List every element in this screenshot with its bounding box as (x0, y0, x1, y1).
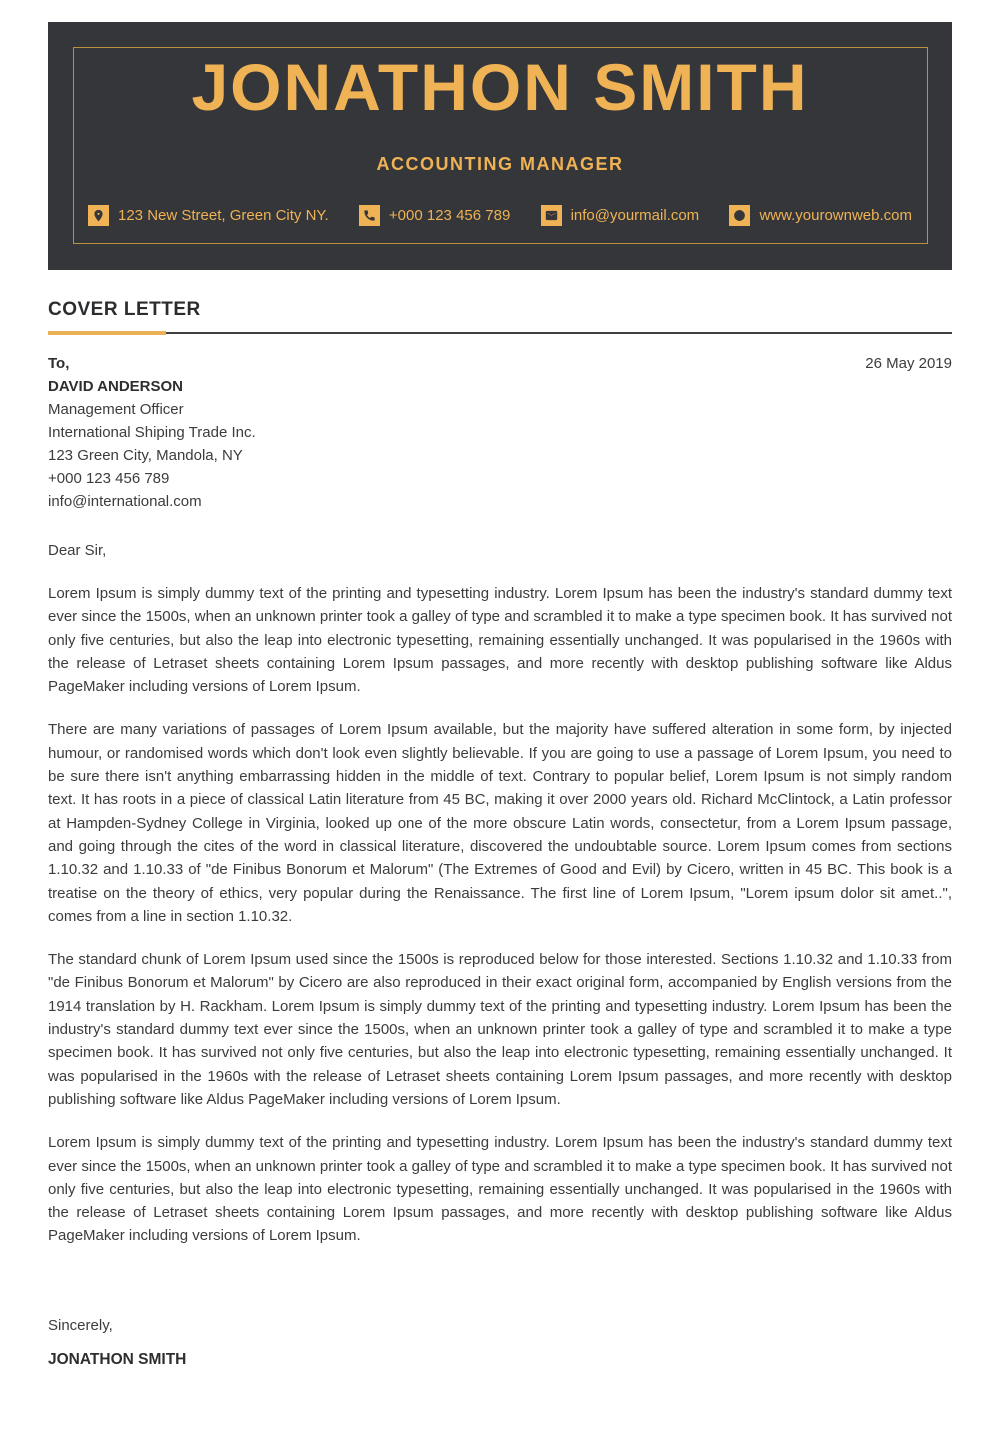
contact-address (88, 205, 329, 226)
contact-phone (359, 205, 510, 226)
letter-head (48, 352, 952, 513)
letter-paragraph: Lorem Ipsum is simply dummy text of the printing and typesetting industry. Lorem Ipsum has been the industry's standard dummy text ever since the 1500s, when an unknown printer took a galley of type and scrambled it to make a type specimen book. It has survived not only five centuries, but also the leap into electronic typesetting, remaining essentially unchanged. It was popularised in the 1960s with the release of Letraset sheets containing Lorem Ipsum passages, and more recently with desktop publishing software like Aldus PageMaker including versions of Lorem Ipsum. (48, 1134, 952, 1245)
recipient-role: Management Officer (48, 401, 184, 418)
contact-email-text: info@yourmail.com (570, 207, 700, 224)
contact-email (541, 205, 700, 226)
header-banner (48, 22, 952, 270)
letter-body (48, 299, 952, 1371)
contact-row (88, 205, 912, 226)
section-title: COVER LETTER (48, 299, 201, 320)
recipient-company: International Shiping Trade Inc. (48, 424, 256, 441)
recipient-phone: +000 123 456 789 (48, 470, 170, 487)
rule-gold-segment (48, 331, 166, 335)
phone-icon (359, 205, 380, 226)
rule-dark-segment (48, 332, 952, 334)
letter-date: 26 May 2019 (865, 355, 952, 372)
contact-website-text: www.yourownweb.com (759, 207, 912, 224)
contact-website (729, 205, 912, 226)
letter-paragraph: The standard chunk of Lorem Ipsum used since the 1500s is reproduced below for those interested. Sections 1.10.32 and 1.10.33 from "de Finibus Bonorum et Malorum" by Cicero are also reproduced in their exact original form, accompanied by English versions from the 1914 translation by H. Rackham. Lorem Ipsum is simply dummy text of the printing and typesetting industry. Lorem Ipsum has been the industry's standard dummy text ever since the 1500s, when an unknown printer took a galley of type and scrambled it to make a type specimen book. It has survived not only five centuries, but also the leap into electronic typesetting, remaining essentially unchanged. It was popularised in the 1960s with the release of Letraset sheets containing Lorem Ipsum passages, and more recently with desktop publishing software like Aldus PageMaker including versions of Lorem Ipsum. (48, 951, 952, 1108)
contact-phone-text: +000 123 456 789 (388, 207, 511, 224)
closing-block (48, 1314, 952, 1371)
recipient-address: 123 Green City, Mandola, NY (48, 447, 243, 464)
closing-text: Sincerely, (48, 1316, 113, 1334)
email-icon (541, 205, 562, 226)
contact-address-text: 123 New Street, Green City NY. (118, 207, 329, 224)
recipient-to-label: To, (48, 355, 70, 372)
letter-greeting: Dear Sir, (48, 542, 107, 559)
signature-name: JONATHON SMITH (48, 1350, 187, 1368)
recipient-name: DAVID ANDERSON (48, 378, 184, 395)
location-icon (88, 205, 109, 226)
globe-icon (729, 205, 750, 226)
section-title-rule (48, 331, 952, 335)
letter-paragraph: Lorem Ipsum is simply dummy text of the printing and typesetting industry. Lorem Ipsum has been the industry's standard dummy text ever since the 1500s, when an unknown printer took a galley of type and scrambled it to make a type specimen book. It has survived not only five centuries, but also the leap into electronic typesetting, remaining essentially unchanged. It was popularised in the 1960s with the release of Letraset sheets containing Lorem Ipsum passages, and more recently with desktop publishing software like Aldus PageMaker including versions of Lorem Ipsum. (48, 585, 952, 696)
person-name: JONATHON SMITH (191, 50, 809, 124)
recipient-block (48, 352, 256, 513)
person-job-title: ACCOUNTING MANAGER (376, 154, 624, 174)
recipient-email: info@international.com (48, 493, 202, 510)
letter-paragraph: There are many variations of passages of Lorem Ipsum available, but the majority have suffered alteration in some form, by injected humour, or randomised words which don't look even slightly believable. If you are going to use a passage of Lorem Ipsum, you need to be sure there isn't anything embarrassing hidden in the middle of text. Contrary to popular belief, Lorem Ipsum is not simply random text. It has roots in a piece of classical Latin literature from 45 BC, making it over 2000 years old. Richard McClintock, a Latin professor at Hampden-Sydney College in Virginia, looked up one of the more obscure Latin words, consectetur, from a Lorem Ipsum passage, and going through the cites of the word in classical literature, discovered the undoubtable source. Lorem Ipsum comes from sections 1.10.32 and 1.10.33 of "de Finibus Bonorum et Malorum" (The Extremes of Good and Evil) by Cicero, written in 45 BC. This book is a treatise on the theory of ethics, very popular during the Renaissance. The first line of Lorem Ipsum, "Lorem ipsum dolor sit amet..", comes from a line in section 1.10.32. (48, 721, 952, 925)
